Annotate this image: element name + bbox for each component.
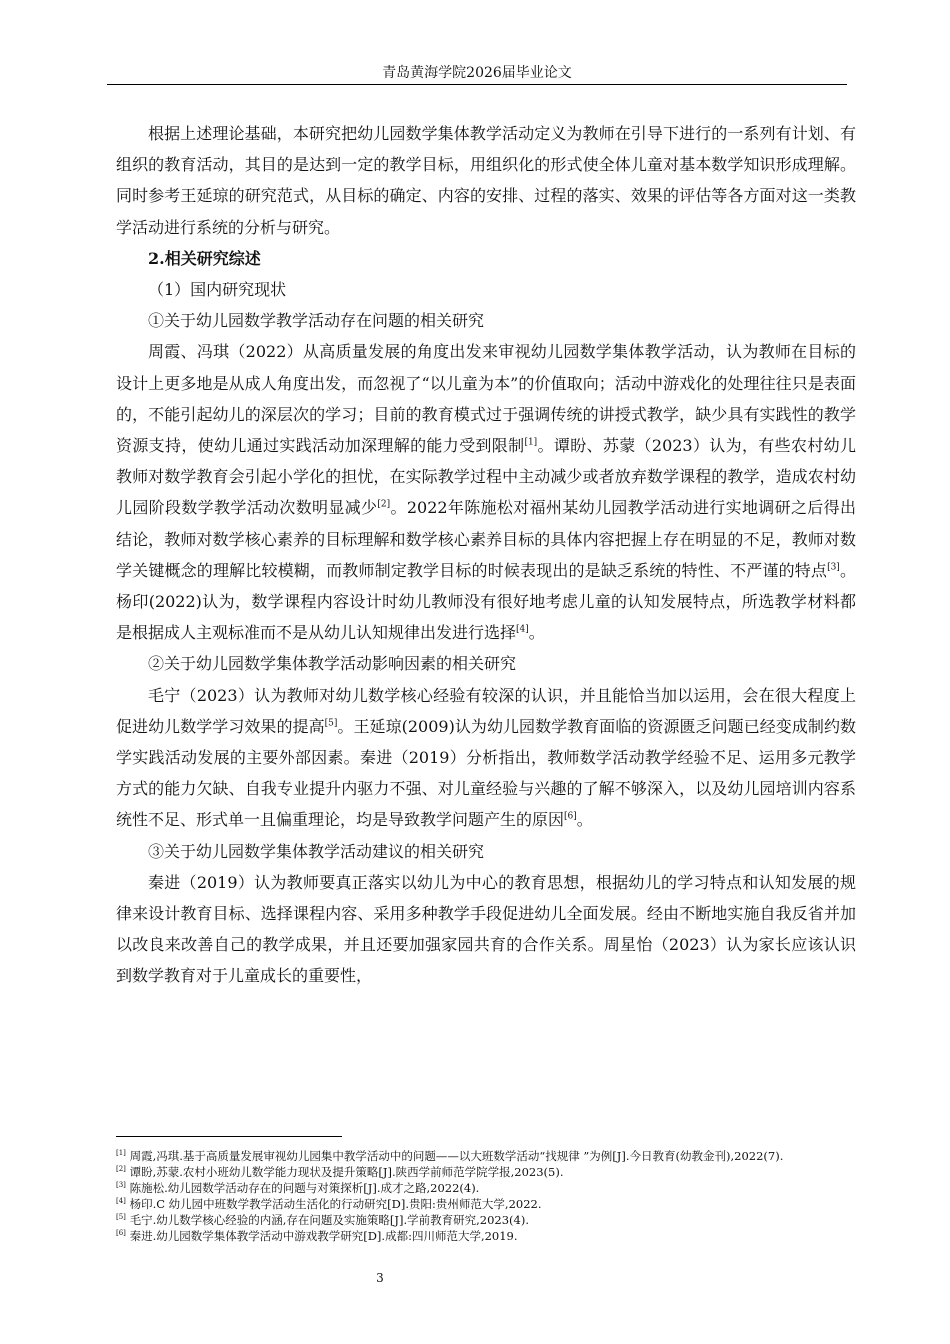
paragraph-text: 。杨印(2022)认为，数学课程内容设计时幼儿教师没有很好地考虑儿童的认知发展特点，所选教学材料都是根据成人主观标准而不是从幼儿认知规律出发进行选择 [116,560,856,643]
paragraph-suggestions: 秦进（2019）认为教师要真正落实以幼儿为中心的教育思想，根据幼儿的学习特点和认知发展的规律来设计教育目标、选择课程内容、采用多种教学手段促进幼儿全面发展。经由不断地实施自我反省并加以改良来改善自己的教学成果，并且还要加强家园共育的合作关系。周星怡（2023）认为家长应该认识到数学教育对于儿童成长的重要性， [116,872,856,986]
footnote-mark: [5] [116,1213,126,1222]
topic-heading-factors: ②关于幼儿园数学集体教学活动影响因素的相关研究 [148,654,517,674]
paragraph-definition: 根据上述理论基础，本研究把幼儿园数学集体教学活动定义为教师在引导下进行的一系列有计划、有组织的教育活动，其目的是达到一定的教学目标，用组织化的形式使全体儿童对基本数学知识形成理解。同时参考王延琼的研究范式，从目标的确定、内容的安排、过程的落实、效果的评估等各方面对这一类教学活动进行系统的分析与研究。 [116,124,856,237]
paragraph-text: 。 [576,810,593,830]
footnote [116,1180,876,1196]
citation-ref: [6] [564,812,577,823]
footnote-text: 周霞,冯琪.基于高质量发展审视幼儿园集中教学活动中的问题——以大班数学活动“找规律 ”为例[J].今日教育(幼教金刊),2022(7). [125,1149,784,1163]
body-text [116,118,856,992]
topic-heading-problems: ①关于幼儿园数学教学活动存在问题的相关研究 [148,311,485,331]
paragraph-text: 。 [528,623,545,643]
paragraph-text: 周霞、冯琪（2022）从高质量发展的角度出发来审视幼儿园数学集体教学活动，认为教师在目标的设计上更多地是从成人角度出发，而忽视了“以儿童为本”的价值取向；活动中游戏化的处理往往只是表面的，不能引起幼儿的深层次的学习；目前的教育模式过于强调传统的讲授式教学，缺少具有实践性的教学资源支持，使幼儿通过实践活动加深理解的能力受到限制 [116,342,856,456]
citation-ref: [3] [827,562,840,573]
footnote-mark: [2] [116,1165,126,1174]
section-heading: 2.相关研究综述 [148,248,261,268]
running-header: 青岛黄海学院2026届毕业论文 [382,65,572,81]
footnote-mark: [1] [116,1149,126,1158]
topic-heading-suggestions: ③关于幼儿园数学集体教学活动建议的相关研究 [148,841,485,861]
footnote-text: 毛宁.幼儿数学核心经验的内涵,存在问题及实施策略[J].学前教育研究,2023(4). [125,1213,529,1227]
footnote-rule [116,1136,342,1137]
footnote-mark: [6] [116,1229,126,1238]
footnote-text: 杨印.C 幼儿园中班数学教学活动生活化的行动研究[D].贵阳:贵州师范大学,2022. [125,1197,542,1211]
footnote-text: 陈施松.幼儿园数学活动存在的问题与对策探析[J].成才之路,2022(4). [125,1181,480,1195]
citation-ref: [4] [516,624,529,635]
paragraph-text: 。2022年陈施松对福州某幼儿园教学活动进行实地调研之后得出结论，教师对数学核心素养的目标理解和数学核心素养目标的具体内容把握上存在明显的不足，教师对数学关键概念的理解比较模糊，而教师制定教学目标的时候表现出的是缺乏系统的特性、不严谨的特点 [116,498,856,580]
header-rule [107,84,847,85]
subsection-heading: （1）国内研究现状 [148,280,287,300]
paragraph-factors [116,680,856,836]
citation-ref: [1] [524,437,538,448]
paragraph-text: 。谭盼、苏蒙（2023）认为，有些农村幼儿教师对数学教育会引起小学化的担忧，在实际教学过程中主动减少或者放弃数学课程的教学，造成农村幼儿园阶段数学教学活动次数明显减少 [116,436,856,518]
footnote-mark: [3] [116,1181,126,1190]
paragraph-text: 。王延琼(2009)认为幼儿园数学教育面临的资源匮乏问题已经变成制约数学实践活动发展的主要外部因素。秦进（2019）分析指出，教师数学活动教学经验不足、运用多元教学方式的能力欠缺、自我专业提升内驱力不强、对儿童经验与兴趣的了解不够深入，以及幼儿园培训内容系统性不足、形式单一且偏重理论，均是导致教学问题产生的原因 [116,716,856,830]
page-number: 3 [376,1271,384,1285]
citation-ref: [5] [324,718,338,729]
paragraph-problems [116,336,856,648]
footnote-text: 秦进.幼儿园数学集体教学活动中游戏教学研究[D].成都:四川师范大学,2019. [125,1229,518,1243]
footnotes [116,1148,876,1244]
paragraph-text: 毛宁（2023）认为教师对幼儿数学核心经验有较深的认识，并且能恰当加以运用，会在很大程度上促进幼儿数学学习效果的提高 [116,685,856,736]
footnote [116,1164,876,1180]
footnote [116,1148,876,1164]
footnote-text: 谭盼,苏蒙.农村小班幼儿数学能力现状及提升策略[J].陕西学前师范学院学报,2023(5). [125,1165,564,1179]
footnote [116,1212,876,1228]
footnote [116,1228,876,1244]
footnote-mark: [4] [116,1197,126,1206]
footnote [116,1196,876,1212]
citation-ref: [2] [377,500,391,511]
